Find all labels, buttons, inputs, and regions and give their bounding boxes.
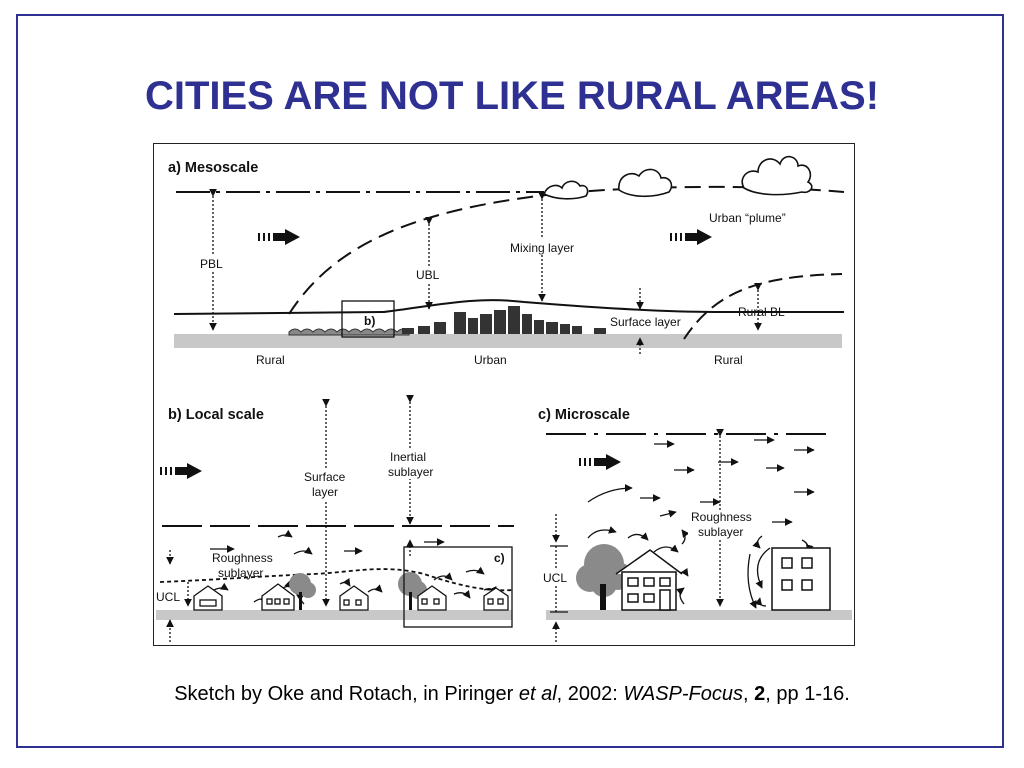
roughness-sublayer-line: [160, 569, 512, 590]
building-icon: [772, 548, 830, 610]
panel-a-title: a) Mesoscale: [168, 160, 259, 176]
boundary-layer-figure: [153, 143, 855, 646]
house-icon: [262, 584, 294, 610]
inset-b-label: b): [364, 314, 376, 328]
house-icon: [484, 588, 508, 610]
panel-a-mesoscale: [168, 157, 844, 367]
pbl-label: PBL: [200, 257, 223, 271]
house-icon: [194, 586, 222, 610]
caption-journal: WASP-Focus: [623, 683, 744, 705]
roughness-label-1: Roughness: [212, 551, 273, 565]
inertial-label-2: sublayer: [388, 465, 434, 479]
wind-arrow-icon: [160, 463, 202, 479]
caption-text-3: ,: [743, 683, 755, 705]
cloud-icon: [619, 169, 672, 196]
cloud-icon: [742, 157, 812, 195]
inertial-label-1: Inertial: [390, 450, 427, 464]
roughness-label-c-2: sublayer: [698, 525, 744, 539]
rural-bl-label: Rural BL: [738, 305, 785, 319]
slide-title: CITIES ARE NOT LIKE RURAL AREAS!: [144, 74, 880, 118]
house-icon: [340, 586, 368, 610]
ground-strip-a: [174, 334, 842, 348]
surface-layer-label-1: Surface: [304, 470, 346, 484]
roughness-label-2: sublayer: [218, 566, 264, 580]
caption-text-1: Sketch by Oke and Rotach, in Piringer: [174, 683, 519, 705]
panel-c-microscale: [538, 407, 852, 642]
wind-arrow-icon: [579, 454, 621, 470]
ubl-label: UBL: [416, 268, 440, 282]
panel-b-local-scale: [156, 402, 514, 642]
house-icon: [616, 550, 682, 610]
caption-text-4: , pp 1-16.: [765, 683, 850, 705]
wind-arrow-icon: [670, 229, 712, 245]
vegetation-icon: [289, 329, 409, 335]
urban-label: Urban: [474, 353, 507, 367]
rural-right-label: Rural: [714, 353, 743, 367]
ground-strip-c: [546, 610, 852, 620]
surface-layer-label-2: layer: [312, 485, 339, 499]
roughness-label-c-1: Roughness: [691, 510, 752, 524]
panel-b-title: b) Local scale: [168, 407, 264, 423]
wind-arrow-icon: [258, 229, 300, 245]
caption-text-2: , 2002:: [556, 683, 624, 705]
mixing-layer-label: Mixing layer: [510, 241, 575, 255]
urban-plume-label: Urban “plume”: [709, 211, 786, 225]
cloud-icon: [544, 181, 588, 198]
caption-volume: 2: [754, 683, 766, 705]
caption-et-al: et al: [518, 683, 557, 705]
city-skyline-icon: [402, 306, 606, 334]
ucl-label-c: UCL: [543, 571, 568, 585]
figure-caption: [0, 683, 1024, 706]
panel-c-title: c) Microscale: [538, 407, 630, 423]
rural-left-label: Rural: [256, 353, 285, 367]
surface-layer-label: Surface layer: [610, 315, 681, 329]
inset-c-label: c): [494, 551, 505, 565]
ucl-label-b: UCL: [156, 590, 181, 604]
ground-strip-b: [156, 610, 512, 620]
